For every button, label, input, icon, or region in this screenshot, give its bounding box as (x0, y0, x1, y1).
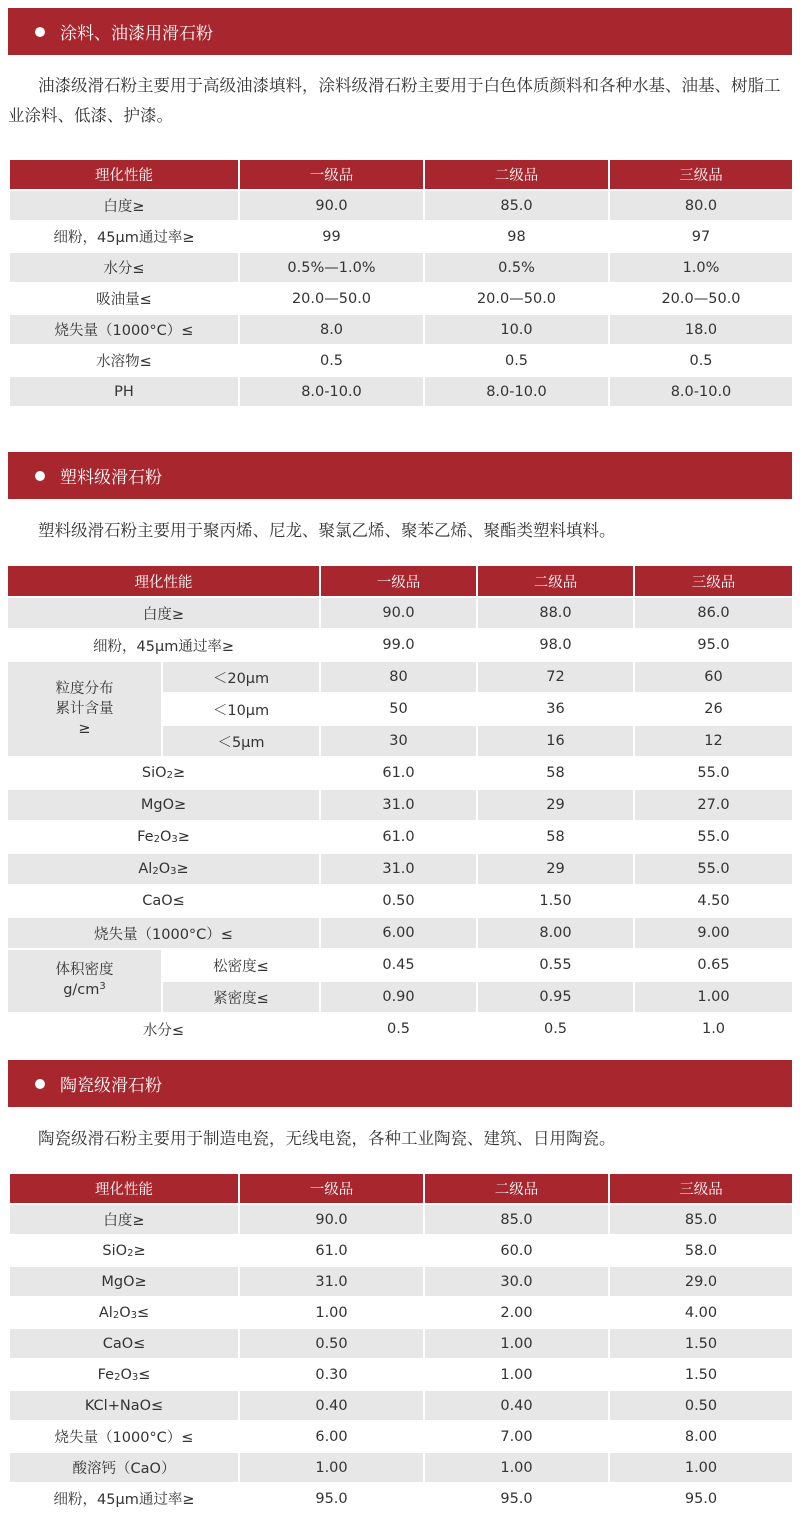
value-cell: 61.0 (321, 758, 476, 788)
table-row (8, 886, 792, 916)
property-label (8, 758, 319, 788)
value-cell: 31.0 (240, 1267, 423, 1296)
value-cell: 8.0-10.0 (425, 377, 608, 406)
property-label (10, 1298, 238, 1327)
table-row (10, 1267, 792, 1296)
label-sub: 3 (131, 1371, 139, 1383)
property-label: ＜20μm (163, 662, 319, 692)
property-label: MgO≥ (8, 790, 319, 820)
property-label: 水分≤ (8, 1014, 319, 1044)
value-cell: 6.00 (240, 1422, 423, 1451)
section-header-coating (8, 8, 792, 55)
property-label: 吸油量≤ (10, 284, 238, 313)
value-cell: 20.0—50.0 (240, 284, 423, 313)
table-row (10, 1422, 792, 1451)
value-cell: 88.0 (478, 598, 633, 628)
property-label: PH (10, 377, 238, 406)
value-cell: 85.0 (425, 191, 608, 220)
header-cell: 一级品 (240, 160, 423, 189)
property-label: MgO≥ (10, 1267, 238, 1296)
value-cell: 29 (478, 854, 633, 884)
table-row (8, 598, 792, 628)
property-label: CaO≤ (10, 1329, 238, 1358)
header-cell: 三级品 (610, 1174, 792, 1203)
spec-table-ceramic (8, 1172, 794, 1515)
value-cell: 29.0 (610, 1267, 792, 1296)
label-part: ≤ (138, 1366, 151, 1383)
value-cell: 10.0 (425, 315, 608, 344)
value-cell: 85.0 (610, 1205, 792, 1234)
value-cell: 0.5%—1.0% (240, 253, 423, 282)
label-sub: 2 (127, 1247, 134, 1259)
value-cell: 1.50 (610, 1360, 792, 1389)
value-cell: 0.5 (478, 1014, 633, 1044)
label-part: Fe (137, 829, 154, 845)
property-label (10, 1236, 238, 1265)
value-cell: 97 (610, 222, 792, 251)
value-cell: 80 (321, 662, 476, 692)
value-cell: 1.00 (240, 1453, 423, 1482)
value-cell: 1.00 (425, 1329, 608, 1358)
value-cell: 1.00 (425, 1453, 608, 1482)
table-row (10, 346, 792, 375)
value-cell: 61.0 (321, 822, 476, 852)
header-cell: 二级品 (425, 1174, 608, 1203)
value-cell: 58.0 (610, 1236, 792, 1265)
value-cell: 1.0% (610, 253, 792, 282)
header-cell: 二级品 (478, 566, 633, 596)
label-sub: 2 (114, 1371, 121, 1383)
label-part: O (120, 1366, 132, 1383)
value-cell: 36 (478, 694, 633, 724)
table-row (8, 662, 792, 692)
value-cell: 1.00 (425, 1360, 608, 1389)
bullet-icon (35, 27, 45, 37)
table-row (8, 1014, 792, 1044)
value-cell: 55.0 (635, 854, 792, 884)
value-cell: 31.0 (321, 790, 476, 820)
value-cell: 9.00 (635, 918, 792, 948)
table-row (10, 1298, 792, 1327)
label-part: O (119, 1304, 131, 1321)
value-cell: 86.0 (635, 598, 792, 628)
value-cell: 0.40 (425, 1391, 608, 1420)
value-cell: 8.0-10.0 (610, 377, 792, 406)
value-cell: 1.50 (610, 1329, 792, 1358)
value-cell: 58 (478, 822, 633, 852)
value-cell: 99.0 (321, 630, 476, 660)
property-label: 水分≤ (10, 253, 238, 282)
value-cell: 8.00 (610, 1422, 792, 1451)
value-cell: 99 (240, 222, 423, 251)
value-cell: 8.0-10.0 (240, 377, 423, 406)
table-row (10, 377, 792, 406)
value-cell: 55.0 (635, 758, 792, 788)
value-cell: 80.0 (610, 191, 792, 220)
label-part: SiO (102, 1242, 128, 1259)
value-cell: 4.00 (610, 1298, 792, 1327)
property-label: ＜10μm (163, 694, 319, 724)
value-cell: 6.00 (321, 918, 476, 948)
label-part: ≥ (133, 1242, 146, 1259)
value-cell: 0.40 (240, 1391, 423, 1420)
table-row (10, 1360, 792, 1389)
table-row (10, 1329, 792, 1358)
value-cell: 30.0 (425, 1267, 608, 1296)
value-cell: 18.0 (610, 315, 792, 344)
property-label: 白度≥ (10, 191, 238, 220)
property-label: KCl+NaO≤ (10, 1391, 238, 1420)
value-cell: 98.0 (478, 630, 633, 660)
table-row (10, 1205, 792, 1234)
section-description: 油漆级滑石粉主要用于高级油漆填料，涂料级滑石粉主要用于白色体质颜料和各种水基、油基、树脂工业涂料、低漆、护漆。 (8, 76, 781, 125)
section-description: 陶瓷级滑石粉主要用于制造电瓷，无线电瓷，各种工业陶瓷、建筑、日用陶瓷。 (38, 1129, 616, 1148)
value-cell: 0.55 (478, 950, 633, 980)
label-part: g/cm (63, 982, 100, 998)
value-cell: 27.0 (635, 790, 792, 820)
value-cell: 50 (321, 694, 476, 724)
label-sub: 2 (112, 1309, 120, 1321)
value-cell: 90.0 (321, 598, 476, 628)
header-cell: 三级品 (610, 160, 792, 189)
value-cell: 58 (478, 758, 633, 788)
label-part: Al (138, 861, 153, 877)
label-sub: 3 (130, 1309, 137, 1321)
property-label: 酸溶钙（CaO） (10, 1453, 238, 1482)
header-cell: 三级品 (635, 566, 792, 596)
table-row (8, 822, 792, 852)
value-cell: 98 (425, 222, 608, 251)
value-cell: 8.00 (478, 918, 633, 948)
property-label: ＜5μm (163, 726, 319, 756)
value-cell: 0.5% (425, 253, 608, 282)
value-cell: 7.00 (425, 1422, 608, 1451)
value-cell: 0.45 (321, 950, 476, 980)
value-cell: 20.0—50.0 (425, 284, 608, 313)
table-row (8, 758, 792, 788)
value-cell: 31.0 (321, 854, 476, 884)
table-row (10, 1391, 792, 1420)
value-cell: 12 (635, 726, 792, 756)
value-cell: 4.50 (635, 886, 792, 916)
table-row (8, 950, 792, 980)
value-cell: 72 (478, 662, 633, 692)
spec-table-coating (8, 158, 794, 408)
table-row (10, 284, 792, 313)
table-row (10, 253, 792, 282)
table-row (10, 222, 792, 251)
table-row (10, 1453, 792, 1482)
value-cell: 0.50 (321, 886, 476, 916)
value-cell: 29 (478, 790, 633, 820)
label-sub: 2 (153, 834, 160, 845)
header-cell: 理化性能 (10, 1174, 238, 1203)
property-label: 水溶物≤ (10, 346, 238, 375)
label-part: Al (98, 1304, 113, 1321)
value-cell: 0.95 (478, 982, 633, 1012)
table-row (10, 315, 792, 344)
bullet-icon (35, 471, 45, 481)
property-label: 松密度≤ (163, 950, 319, 980)
density-group-line1: 体积密度 (55, 962, 114, 978)
property-label: CaO≤ (8, 886, 319, 916)
value-cell: 0.30 (240, 1360, 423, 1389)
property-label: 烧失量（1000°C）≤ (10, 1422, 238, 1451)
table-row (10, 1484, 792, 1513)
value-cell: 1.00 (635, 982, 792, 1012)
value-cell: 0.50 (240, 1329, 423, 1358)
label-sub: 2 (152, 866, 159, 877)
property-label: 细粉，45μm通过率≥ (10, 222, 238, 251)
property-label: 细粉，45μm通过率≥ (10, 1484, 238, 1513)
property-label (8, 822, 319, 852)
section-title: 陶瓷级滑石粉 (60, 1076, 162, 1096)
value-cell: 90.0 (240, 1205, 423, 1234)
label-part: ≤ (136, 1304, 150, 1321)
value-cell: 2.00 (425, 1298, 608, 1327)
table-row (8, 630, 792, 660)
section-title: 涂料、油漆用滑石粉 (60, 24, 213, 44)
value-cell: 60 (635, 662, 792, 692)
header-cell: 理化性能 (10, 160, 238, 189)
value-cell: 60.0 (425, 1236, 608, 1265)
table-header-row (8, 566, 792, 596)
value-cell: 0.5 (321, 1014, 476, 1044)
header-cell: 二级品 (425, 160, 608, 189)
value-cell: 0.5 (240, 346, 423, 375)
value-cell: 16 (478, 726, 633, 756)
header-cell: 理化性能 (8, 566, 319, 596)
property-label: 白度≥ (8, 598, 319, 628)
section-description: 塑料级滑石粉主要用于聚丙烯、尼龙、聚氯乙烯、聚苯乙烯、聚酯类塑料填料。 (38, 521, 616, 540)
label-part: ≥ (177, 829, 190, 845)
value-cell: 8.0 (240, 315, 423, 344)
label-part: ≥ (172, 765, 186, 781)
label-part: O (159, 829, 172, 845)
property-label: 紧密度≤ (163, 982, 319, 1012)
label-part: SiO (141, 765, 167, 781)
value-cell: 30 (321, 726, 476, 756)
value-cell: 1.50 (478, 886, 633, 916)
table-header-row (10, 1174, 792, 1203)
label-sub: 3 (171, 834, 178, 845)
value-cell: 61.0 (240, 1236, 423, 1265)
label-sub: 2 (166, 770, 173, 781)
label-part: ≥ (176, 861, 189, 877)
table-header-row (10, 160, 792, 189)
table-row (10, 191, 792, 220)
psd-group-label (8, 662, 161, 756)
value-cell: 20.0—50.0 (610, 284, 792, 313)
property-label: 烧失量（1000°C）≤ (10, 315, 238, 344)
section-title: 塑料级滑石粉 (60, 468, 162, 488)
label-sub: 3 (170, 866, 177, 877)
density-group-label (8, 950, 161, 1012)
label-part: O (158, 861, 171, 877)
spec-table-plastic (6, 564, 794, 1046)
value-cell: 0.5 (610, 346, 792, 375)
table-row (8, 790, 792, 820)
value-cell: 95.0 (610, 1484, 792, 1513)
value-cell: 1.00 (240, 1298, 423, 1327)
table-row (10, 1236, 792, 1265)
value-cell: 0.5 (425, 346, 608, 375)
value-cell: 1.0 (635, 1014, 792, 1044)
value-cell: 0.65 (635, 950, 792, 980)
section-header-ceramic (8, 1060, 792, 1107)
property-label (8, 854, 319, 884)
property-label (10, 1360, 238, 1389)
value-cell: 85.0 (425, 1205, 608, 1234)
bullet-icon (35, 1079, 45, 1089)
header-cell: 一级品 (321, 566, 476, 596)
value-cell: 0.90 (321, 982, 476, 1012)
section-header-plastic (8, 452, 792, 499)
value-cell: 95.0 (425, 1484, 608, 1513)
label-part: Fe (97, 1366, 115, 1383)
property-label: 烧失量（1000°C）≤ (8, 918, 319, 948)
property-label: 白度≥ (10, 1205, 238, 1234)
value-cell: 26 (635, 694, 792, 724)
value-cell: 90.0 (240, 191, 423, 220)
psd-group-text: 粒度分布累计含量≥ (55, 681, 114, 737)
table-row (8, 918, 792, 948)
value-cell: 1.00 (610, 1453, 792, 1482)
value-cell: 95.0 (240, 1484, 423, 1513)
value-cell: 95.0 (635, 630, 792, 660)
value-cell: 0.50 (610, 1391, 792, 1420)
property-label: 细粉，45μm通过率≥ (8, 630, 319, 660)
value-cell: 55.0 (635, 822, 792, 852)
label-sup: 3 (99, 981, 106, 992)
density-group-line2 (8, 980, 161, 1002)
header-cell: 一级品 (240, 1174, 423, 1203)
table-row (8, 854, 792, 884)
